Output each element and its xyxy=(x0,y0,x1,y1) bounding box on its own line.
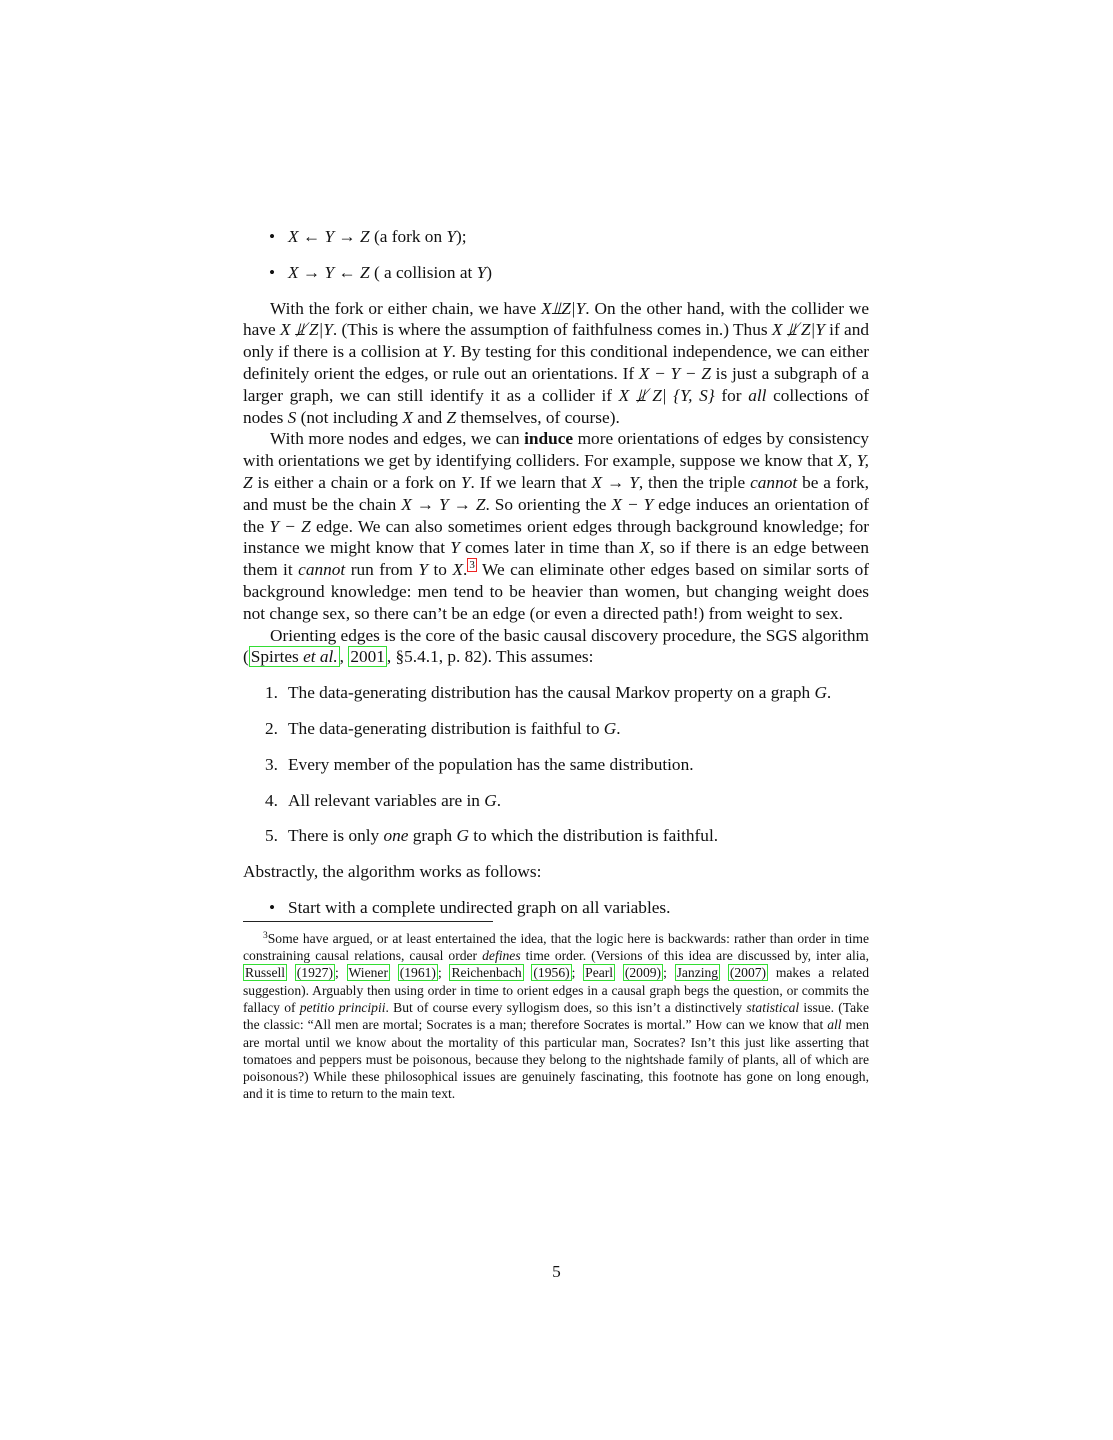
list-item: 5. There is only one graph G to which the distribution is faithful. xyxy=(265,826,719,846)
citation-russell-link[interactable]: Russell xyxy=(245,965,286,981)
list-item: 4. All relevant variables are in G. xyxy=(265,790,502,810)
citation-year-2001-link[interactable]: 2001 xyxy=(350,647,385,667)
citation-wiener-year-link[interactable]: (1961) xyxy=(399,965,436,981)
citation-janzing-year-link[interactable]: (2007) xyxy=(729,965,767,981)
footnote-ref-link[interactable]: 3 xyxy=(469,559,475,572)
footnote: $^3$Some have argued, or at least entertained the idea, that the logic here is backwards: rather than order in time constraining causal relations, causal order defines time order. (Versions of this idea are discussed by, inter alia, Russell (1927) ; Wiener (1961) ; Reichenbach (1956) ; Pearl (2009) ; Janzing (2007) makes a related suggestion). Arguably then using order in time to orient edges in a causal graph begs the question, or commits the fallacy of petitio principii. But of course every syllogism does, so this isn’t a distinctively statistical issue. (Take the classic: “All men are mortal; Socrates is a man; therefore Socrates is mortal.” How can we know that all men are mortal until we know about the mortality of this particular man, Socrates? Isn’t this just like asserting that tomatoes and peppers must be poisonous, because they belong to the nightshade family of plants, all of which are poisonous?) While these philosophical issues are genuinely fascinating, this footnote has gone on long enough, and it is time to return to the main text. xyxy=(243,930,869,1102)
footnote-mark: 3 xyxy=(263,930,268,941)
paragraph-colliders: With the fork or either chain, we have X⫫Z|Y. On the other hand, with the collider we have X ⫫̸ Z|Y. (This is where the assumption of faithfulness comes in.) Thus X ⫫̸ Z|Y if and only if there is a collision at Y. By testing for this conditional independence, we can either definitely orient the edges, or rule out an orientations. If X − Y − Z is just a subgraph of a larger graph, we can still identify it as a collider if X ⫫̸ Z| {Y, S} for all collections of nodes S (not including X and Z themselves, of course). xyxy=(243,298,870,427)
citation-russell-year-link[interactable]: (1927) xyxy=(296,965,334,981)
page-body xyxy=(243,226,869,1103)
citation-spirtes-link[interactable]: Spirtes et al. xyxy=(250,647,338,667)
list-item: • X ← Y → Z (a fork on Y); xyxy=(243,226,869,248)
list-item: 1. The data-generating distribution has the causal Markov property on a graph G. xyxy=(265,683,832,703)
citation-pearl-link[interactable]: Pearl xyxy=(585,965,614,981)
list-item: 2. The data-generating distribution is faithful to G. xyxy=(265,718,621,738)
paragraph-sgs: Orienting edges is the core of the basic causal discovery procedure, the SGS algorithm ( Spirtes et al. , 2001 , §5.4.1, p. 82). This assumes: xyxy=(243,625,869,667)
citation-reichenbach-link[interactable]: Reichenbach xyxy=(451,965,522,981)
list-item: 3. Every member of the population has the same distribution. xyxy=(265,754,694,774)
list-item: • Start with a complete undirected graph on all variables. xyxy=(243,897,869,919)
algorithm-steps xyxy=(243,897,869,919)
citation-reichenbach-year-link[interactable]: (1956) xyxy=(533,965,570,981)
footnote-rule xyxy=(243,921,493,922)
list-item: • X → Y ← Z ( a collision at Y) xyxy=(243,262,869,284)
graph-pattern-list xyxy=(243,226,869,284)
citation-wiener-link[interactable]: Wiener xyxy=(348,965,388,981)
assumption-list xyxy=(243,682,869,847)
paragraph-induce: With more nodes and edges, we can induce more orientations of edges by consistency with orientations we get by identifying colliders. For example, suppose we know that X, Y, Z is either a chain or a fork on Y. If we learn that X → Y, then the triple cannot be a fork, and must be the chain X → Y → Z. So orienting the X − Y edge induces an orientation of the Y − Z edge. We can also sometimes orient edges through background knowledge; for instance we might know that Y comes later in time than X, so if there is an edge between them it cannot run from Y to X. $^3$ We can eliminate other edges based on similar sorts of background knowledge: men tend to be heavier than women, but changing weight does not change sex, so there can’t be an edge (or even a directed path!) from weight to sex. xyxy=(243,429,870,623)
citation-pearl-year-link[interactable]: (2009) xyxy=(624,965,662,981)
abstract-line: Abstractly, the algorithm works as follows: xyxy=(243,862,542,882)
citation-janzing-link[interactable]: Janzing xyxy=(676,965,719,981)
page-number: 5 xyxy=(552,1262,561,1281)
main-text xyxy=(243,226,869,919)
